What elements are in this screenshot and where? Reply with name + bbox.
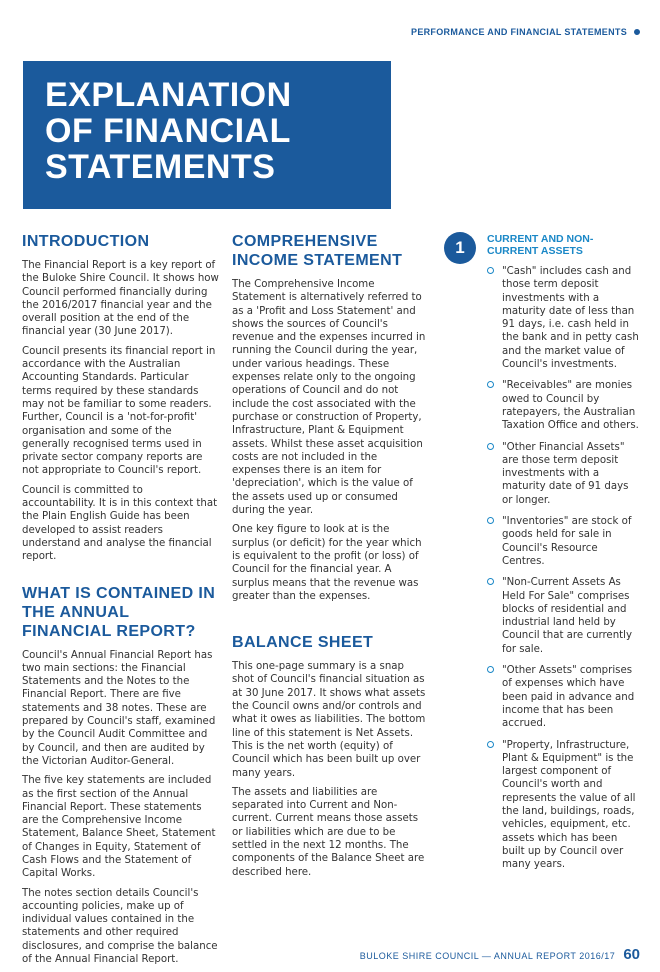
footer-text: BULOKE SHIRE COUNCIL — ANNUAL REPORT 2016/17 bbox=[359, 951, 616, 961]
list-item-text: "Other Assets" comprises of expenses which have been paid in advance and income that has been accrued. bbox=[502, 665, 635, 730]
introduction-paragraph: Council is committed to accountability. It is in this context that the Plain English Guide has been developed to assist readers understand and analyse the financial report. bbox=[22, 484, 218, 563]
contained-paragraph: The five key statements are included as the first section of the Annual Financial Report. These statements are the Comprehensive Income Statement, Balance Sheet, Statement of Changes in Equity, Statement of Cash Flows and the Statement of Capital Works. bbox=[22, 775, 216, 880]
list-item-text: "Non-Current Assets As Held For Sale" comprises blocks of residential and industrial land held by Council that are currently for sale. bbox=[502, 577, 633, 655]
list-item bbox=[487, 441, 642, 507]
list-item bbox=[487, 515, 642, 568]
title-box bbox=[23, 61, 391, 209]
column-left bbox=[22, 232, 219, 972]
circle-bullet-icon bbox=[487, 666, 494, 673]
running-head-text: PERFORMANCE AND FINANCIAL STATEMENTS bbox=[411, 27, 627, 37]
running-head bbox=[411, 27, 640, 37]
list-item bbox=[487, 379, 642, 432]
contained-paragraph: Council's Annual Financial Report has two main sections: the Financial Statements and the Notes to the Financial Report. There are five statements and 38 notes. These are prepared by Council's staff, examined by the Council Audit Committee and by Council, and then are audited by the Victorian Auditor-General. bbox=[22, 649, 216, 767]
page-footer bbox=[360, 946, 640, 963]
introduction-paragraph: The Financial Report is a key report of the Buloke Shire Council. It shows how Council performed financially during the 2016/2017 financial year and the overall position at the end of the financial year (30 June 2017). bbox=[22, 260, 219, 338]
introduction-paragraph: Council presents its financial report in accordance with the Australian Accounting Standards. Particular terms required by these standards may not be familiar to some readers. Further, Council is a 'not-for-profit' organisation and some of the generally recognised terms used in private sector company reports are not appropriate to Council's report. bbox=[22, 345, 216, 477]
balance-paragraph: This one-page summary is a snap shot of Council's financial situation as at 30 June 2017. It shows what assets the Council owns and/or controls and what it owes as liabilities. The bottom line of this statement is Net Assets. This is the net worth (equity) of Council which has been built up over many years. bbox=[232, 661, 426, 779]
list-item-text: "Other Financial Assets" are those term deposit investments with a maturity date of 91 days or longer. bbox=[502, 441, 629, 506]
circle-bullet-icon bbox=[487, 517, 494, 524]
list-item-text: "Inventories" are stock of goods held for sale in Council's Resource Centres. bbox=[502, 516, 632, 567]
income-paragraph: One key figure to look at is the surplus (or deficit) for the year which is equivalent to the profit (or loss) of Council for the financial year. A surplus means that the revenue was greater than the expenses. bbox=[232, 524, 422, 602]
bullet-dot-icon bbox=[634, 29, 640, 35]
circle-bullet-icon bbox=[487, 578, 494, 585]
list-item-text: "Receivables" are monies owed to Council by ratepayers, the Australian Taxation Office and others. bbox=[502, 380, 639, 432]
list-item bbox=[487, 739, 642, 872]
circle-bullet-icon bbox=[487, 741, 494, 748]
assets-list bbox=[487, 265, 642, 879]
page-title: EXPLANATION OF FINANCIAL STATEMENTS bbox=[45, 76, 292, 186]
income-statement-heading: COMPREHENSIVE INCOME STATEMENT bbox=[232, 233, 403, 269]
list-item bbox=[487, 265, 642, 371]
contained-heading: WHAT IS CONTAINED IN THE ANNUAL FINANCIAL REPORT? bbox=[22, 584, 216, 640]
list-item-text: "Property, Infrastructure, Plant & Equipment" is the largest component of Council's worth and represents the value of all the land, buildings, roads, vehicles, equipment, etc. assets which has been built up by Council over many years. bbox=[502, 739, 636, 871]
list-item-text: "Cash" includes cash and those term deposit investments with a maturity date of less than 91 days, i.e. cash held in the bank and in petty cash and the market value of Council's investments. bbox=[502, 266, 639, 371]
section-number-badge: 1 bbox=[444, 232, 476, 264]
page-number: 60 bbox=[623, 946, 640, 963]
balance-sheet-heading: BALANCE SHEET bbox=[232, 634, 374, 652]
circle-bullet-icon bbox=[487, 443, 494, 450]
circle-bullet-icon bbox=[487, 381, 494, 388]
contained-paragraph: The notes section details Council's accounting policies, make up of individual values contained in the statements and other required disclosures, and comprise the balance of the Annual Financial Report. bbox=[22, 887, 218, 966]
assets-heading: CURRENT AND NON-CURRENT ASSETS bbox=[487, 233, 594, 257]
balance-paragraph: The assets and liabilities are separated into Current and Non-current. Current means those assets or liabilities which are due to be settled in the next 12 months. The components of the Balance Sheet are described here. bbox=[232, 786, 425, 878]
circle-bullet-icon bbox=[487, 267, 494, 274]
list-item bbox=[487, 576, 642, 656]
income-paragraph: The Comprehensive Income Statement is alternatively referred to as a 'Profit and Loss Statement' and shows the sources of Council's revenue and the expenses incurred in running the Council during the year, under various headings. These expenses relate only to the ongoing operations of Council and do not include the cost associated with the purchase or construction of Property, Infrastructure, Plant & Equipment assets. Whilst these asset acquisition costs are not included in the expenses there is an item for 'depreciation', which is the value of the assets used up or consumed during the year. bbox=[232, 279, 426, 517]
list-item bbox=[487, 664, 642, 730]
column-middle bbox=[232, 232, 428, 885]
introduction-heading: INTRODUCTION bbox=[22, 233, 150, 250]
